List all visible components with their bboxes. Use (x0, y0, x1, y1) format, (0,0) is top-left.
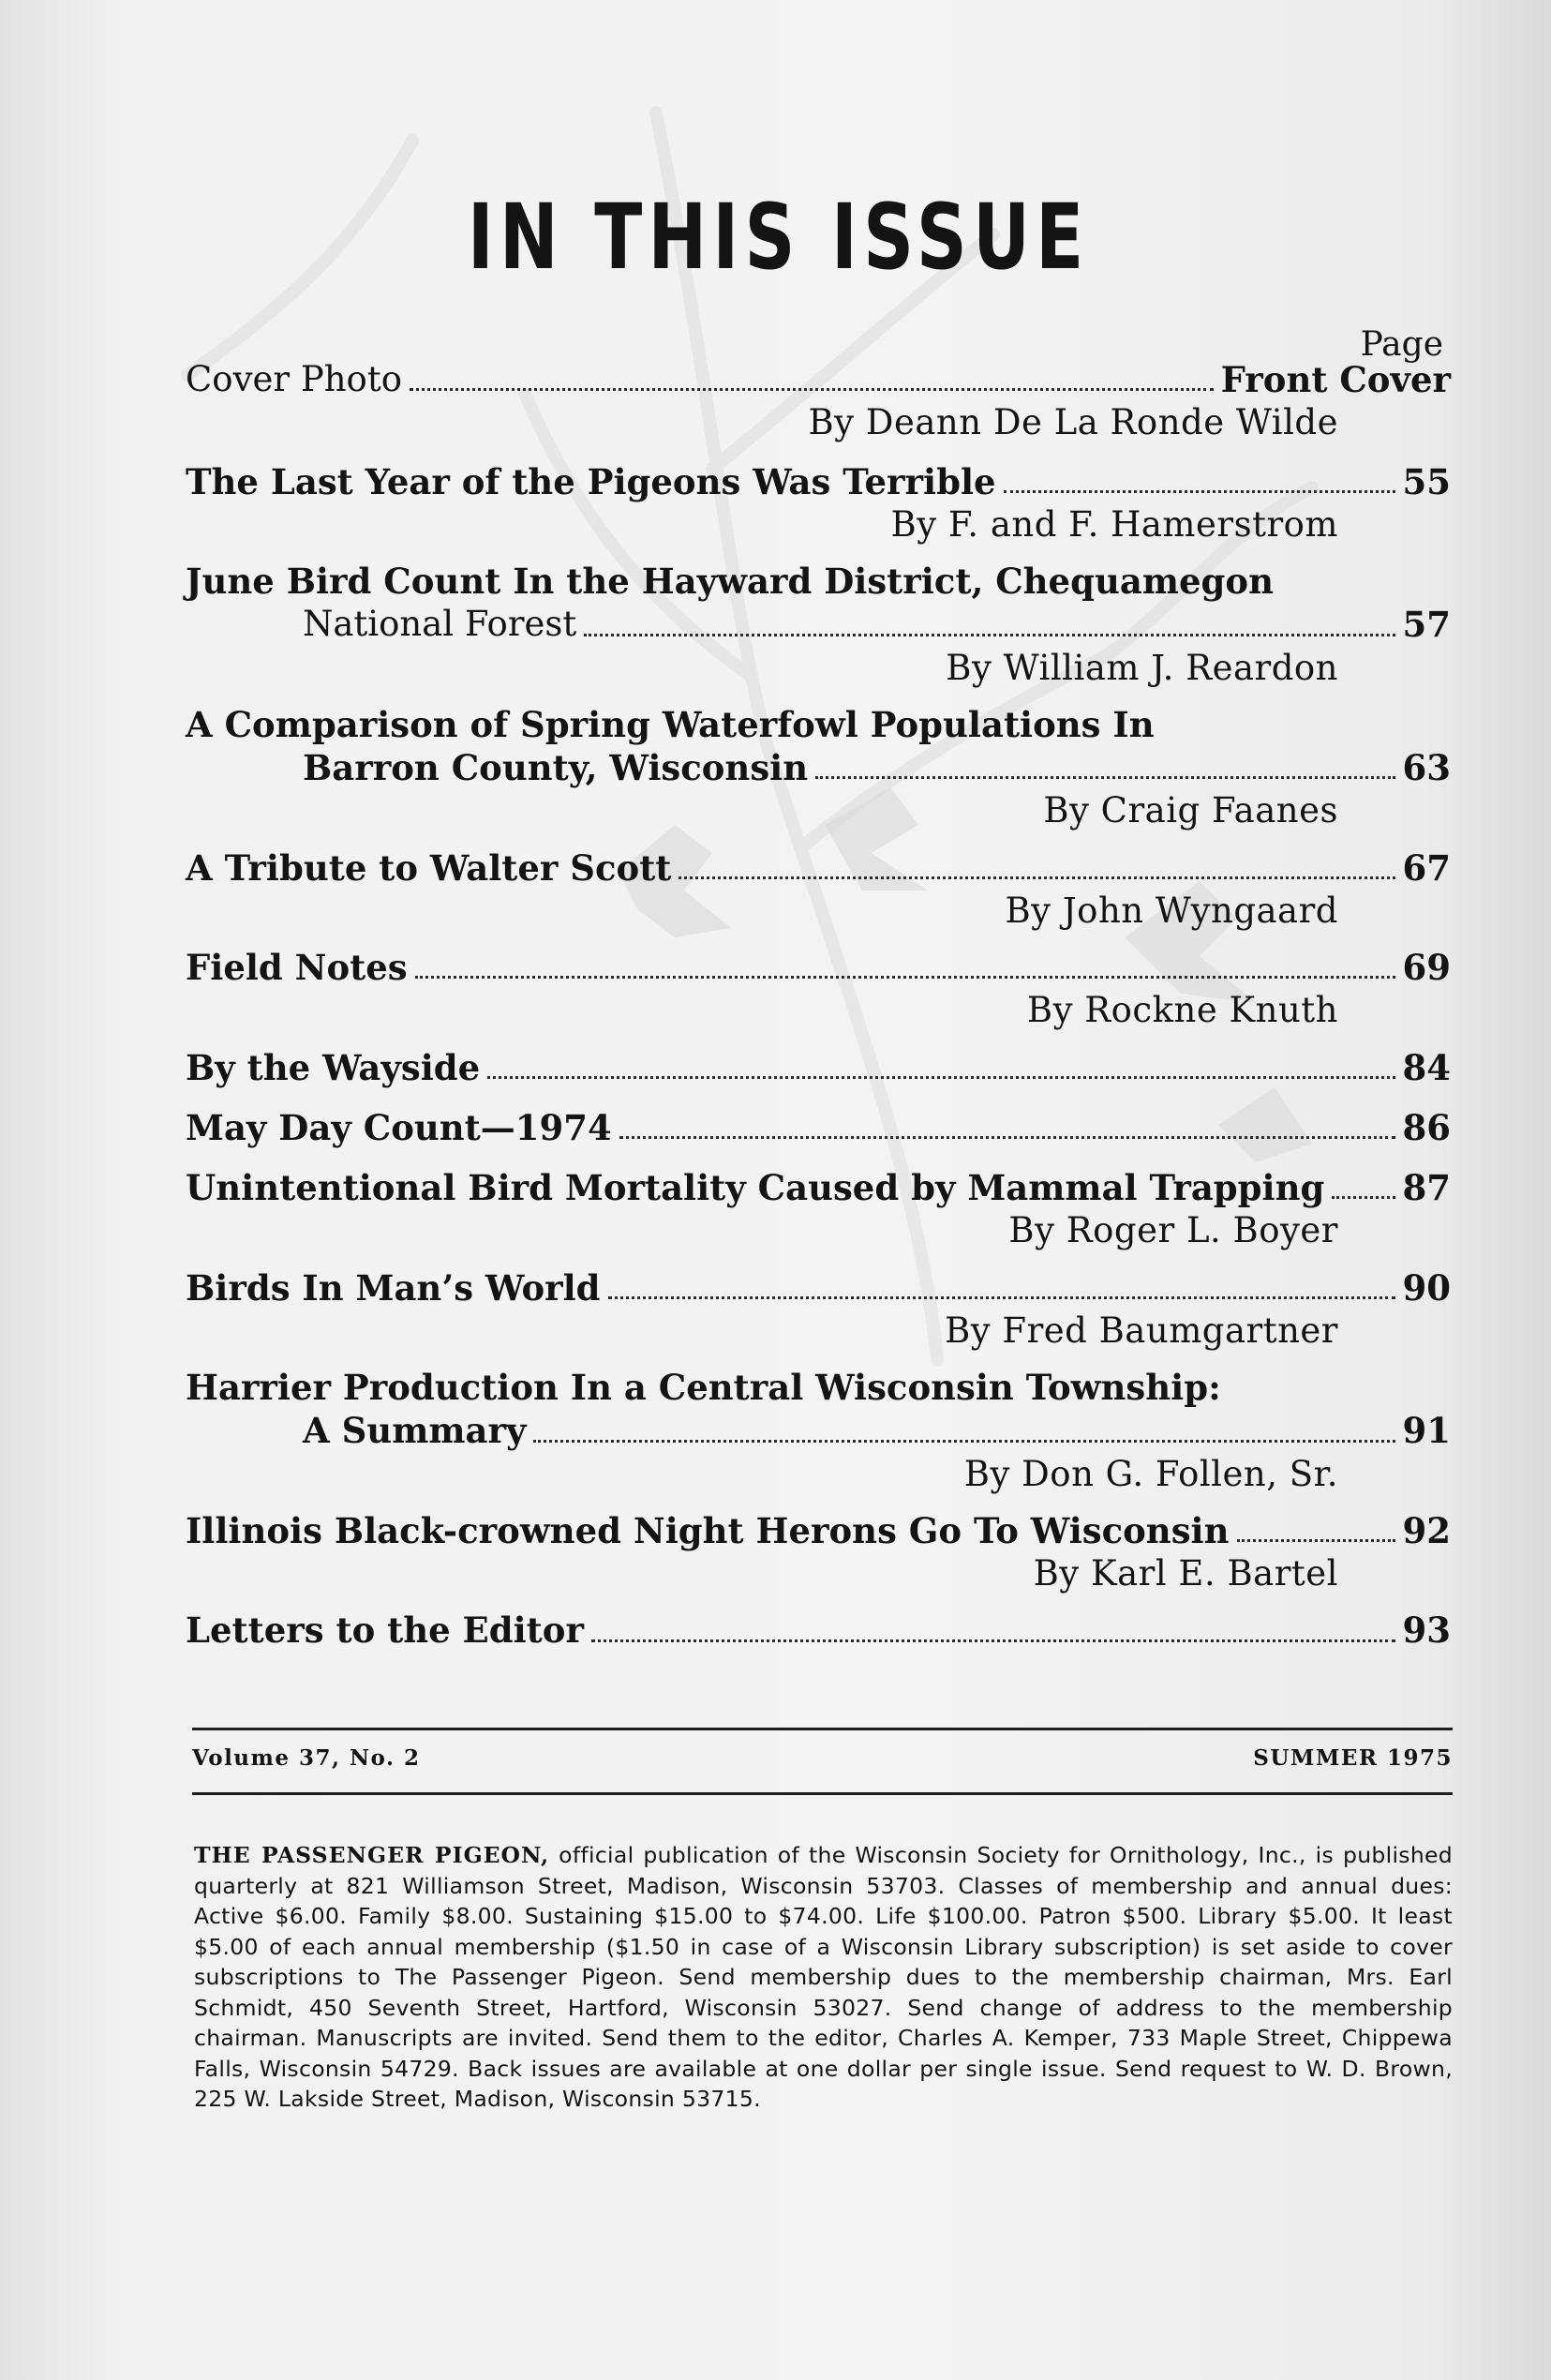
table-of-contents (186, 358, 1451, 1653)
dot-leader (533, 1440, 1394, 1443)
toc-entry-page: 57 (1402, 604, 1451, 646)
publication-info-paragraph (194, 1840, 1453, 2115)
dot-leader (608, 1296, 1395, 1299)
publication-name: THE PASSENGER PIGEON, (194, 1842, 550, 1868)
dot-leader (410, 388, 1214, 391)
toc-entry-last-year-pigeons (186, 460, 1451, 547)
toc-entry-page: 86 (1402, 1106, 1451, 1148)
page-column-header: Page (1360, 325, 1443, 364)
toc-entry-title: Unintentional Bird Mortality Caused by Mammal Trapping (186, 1167, 1325, 1208)
toc-entry-author: By Roger L. Boyer (1008, 1210, 1338, 1251)
volume-number: Volume 37, No. 2 (192, 1745, 421, 1771)
toc-entry-author: By Karl E. Bartel (1033, 1553, 1338, 1594)
toc-entry-page: 87 (1402, 1167, 1451, 1208)
toc-entry-title: June Bird Count In the Hayward District, Chequamegon (186, 561, 1274, 602)
toc-entry-page: 92 (1402, 1509, 1451, 1551)
toc-entry-page: 91 (1402, 1410, 1451, 1452)
toc-entry-page: 63 (1402, 747, 1451, 788)
issue-season: SUMMER 1975 (1253, 1745, 1453, 1771)
toc-entry-title-continued: National Forest (303, 604, 577, 645)
toc-entry-title: May Day Count—1974 (186, 1106, 612, 1148)
toc-entry-title: By the Wayside (186, 1046, 481, 1088)
toc-entry-comparison-waterfowl (186, 703, 1451, 833)
dot-leader (1004, 490, 1395, 493)
toc-entry-author: By F. and F. Hamerstrom (890, 503, 1338, 545)
toc-entry-by-the-wayside (186, 1046, 1451, 1089)
toc-entry-page: 69 (1402, 947, 1451, 988)
divider-bottom (192, 1792, 1453, 1795)
divider-top (192, 1728, 1453, 1730)
toc-entry-title: A Tribute to Walter Scott (186, 846, 672, 889)
toc-entry-author: By Craig Faanes (1043, 790, 1338, 831)
toc-entry-title: Field Notes (186, 947, 408, 988)
dot-leader (591, 1639, 1395, 1642)
toc-entry-title: Illinois Black-crowned Night Herons Go To Wisconsin (186, 1509, 1230, 1551)
toc-entry-cover-photo (186, 358, 1451, 445)
dot-leader (584, 634, 1394, 636)
toc-entry-may-day-count (186, 1106, 1451, 1149)
toc-entry-field-notes (186, 946, 1451, 1033)
dot-leader (619, 1136, 1395, 1139)
toc-entry-title: Harrier Production In a Central Wisconsin Township: (186, 1367, 1221, 1408)
toc-entry-author: By John Wyngaard (1005, 890, 1338, 931)
issue-info-bar (192, 1745, 1453, 1771)
dot-leader (1237, 1539, 1395, 1542)
toc-entry-title-continued: A Summary (303, 1410, 527, 1452)
toc-entry-author: By Deann De La Ronde Wilde (808, 402, 1338, 443)
toc-entry-author: By Don G. Follen, Sr. (963, 1453, 1338, 1494)
dot-leader (1332, 1196, 1394, 1199)
toc-entry-page: 90 (1402, 1266, 1451, 1309)
dot-leader (679, 876, 1394, 879)
toc-entry-title: The Last Year of the Pigeons Was Terrible (186, 460, 996, 502)
dot-leader (815, 776, 1394, 779)
toc-entry-tribute-walter-scott (186, 846, 1451, 934)
toc-entry-illinois-night-herons (186, 1509, 1451, 1596)
toc-entry-page: 67 (1402, 846, 1451, 889)
toc-entry-page: 84 (1402, 1046, 1451, 1088)
page-title: IN THIS ISSUE (467, 185, 1090, 290)
toc-entry-june-bird-count (186, 560, 1451, 690)
toc-entry-author: By Rockne Knuth (1026, 990, 1338, 1031)
dot-leader (487, 1076, 1394, 1079)
toc-entry-page: 55 (1402, 460, 1451, 502)
publication-info-text: official publication of the Wisconsin Society for Ornithology, Inc., is published quarterly at 821 Williamson Street, Madison, Wisconsin 53703. Classes of membership and annual dues: Active $6.00. Family $8.00. Sustaining $15.00 to $74.00. Life $100.00. Patron $500. Library $5.00. It least $5.00 of each annual membership ($1.50 in case of a Wisconsin Library subscription) is set aside to cover subscriptions to The Passenger Pigeon. Send membership dues to the membership chairman, Mrs. Earl Schmidt, 450 Seventh Street, Hartford, Wisconsin 53027. Send change of address to the membership chairman. Manuscripts are invited. Send them to the editor, Charles A. Kemper, 733 Maple Street, Chippewa Falls, Wisconsin 54729. Back issues are available at one dollar per single issue. Send request to W. D. Brown, 225 W. Lakside Street, Madison, Wisconsin 53715. (194, 1842, 1453, 2112)
toc-entry-birds-in-mans-world (186, 1266, 1451, 1354)
toc-entry-title: Cover Photo (186, 359, 402, 399)
toc-entry-title-continued: Barron County, Wisconsin (303, 747, 809, 788)
toc-entry-title: Letters to the Editor (186, 1609, 584, 1652)
toc-entry-author: By Fred Baumgartner (945, 1310, 1338, 1351)
toc-entry-page: Front Cover (1220, 359, 1451, 400)
toc-entry-title: A Comparison of Spring Waterfowl Populations In (186, 703, 1155, 745)
toc-entry-unintentional-mortality (186, 1166, 1451, 1253)
toc-entry-page: 93 (1402, 1609, 1451, 1652)
toc-entry-harrier-production (186, 1366, 1451, 1496)
toc-entry-title: Birds In Man’s World (186, 1266, 601, 1309)
toc-entry-letters-to-editor (186, 1609, 1451, 1652)
dot-leader (415, 976, 1395, 979)
toc-entry-author: By William J. Reardon (946, 647, 1338, 688)
